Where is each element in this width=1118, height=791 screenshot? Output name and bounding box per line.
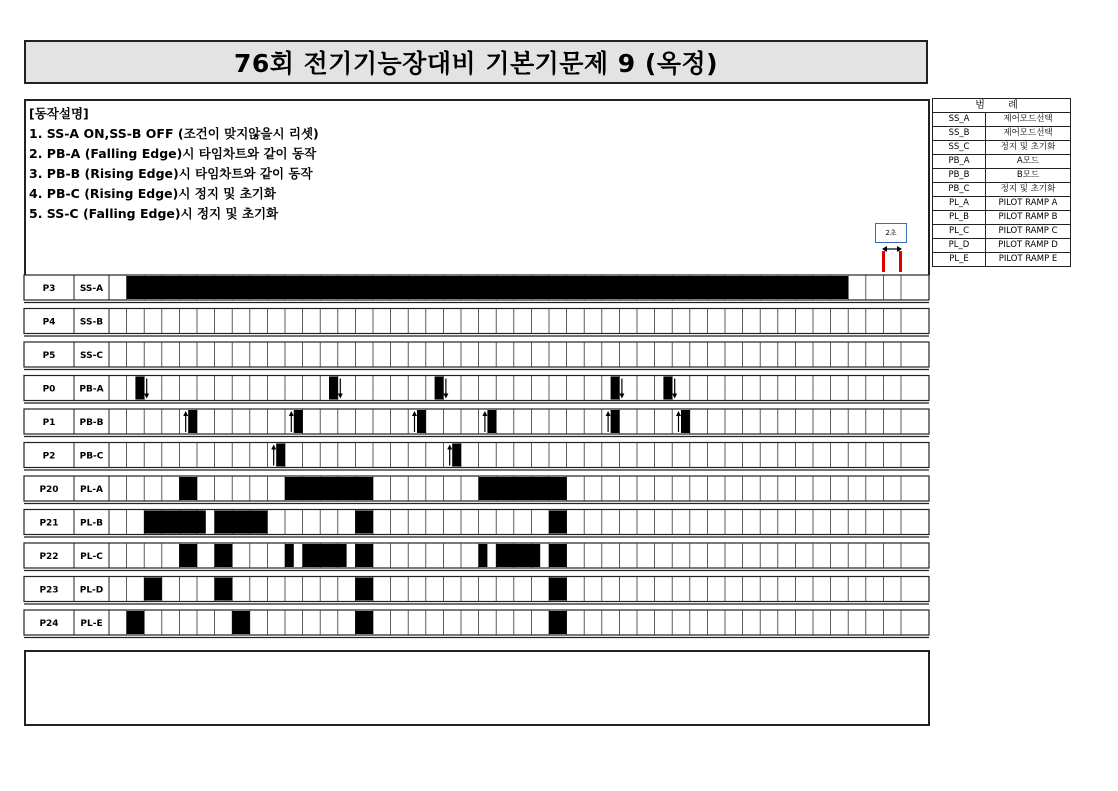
signal-high-segment (681, 410, 690, 433)
legend-symbol: PL_D (933, 239, 986, 253)
legend-desc: B모드 (986, 169, 1071, 183)
signal-label: PB-B (79, 418, 104, 428)
legend-header: 범 례 (933, 99, 1071, 113)
signal-label: PL-E (80, 619, 103, 629)
description-line: 4. PB-C (Rising Edge)시 정지 및 초기화 (29, 186, 276, 201)
port-label: P21 (39, 518, 59, 529)
timing-row-frame (24, 476, 929, 501)
signal-high-segment (285, 477, 373, 500)
legend-desc: 정지 및 초기화 (986, 141, 1071, 155)
legend-symbol: PB_C (933, 183, 986, 197)
signal-high-segment (479, 477, 567, 500)
legend-desc: PILOT RAMP A (986, 197, 1071, 211)
legend-desc: PILOT RAMP B (986, 211, 1071, 225)
signal-high-segment (549, 544, 567, 567)
signal-high-segment (496, 544, 540, 567)
signal-label: SS-A (79, 284, 104, 294)
timing-row-frame (24, 376, 929, 401)
time-scale-text: 2초 (885, 229, 897, 237)
signal-label: PL-D (79, 585, 104, 596)
description-line: 3. PB-B (Rising Edge)시 타임차트와 같이 동작 (29, 166, 313, 181)
signal-high-segment (215, 578, 233, 601)
legend-symbol: PB_B (933, 169, 986, 183)
legend-desc: PILOT RAMP D (986, 239, 1071, 253)
signal-high-segment (179, 477, 197, 500)
signal-high-segment (417, 410, 426, 433)
signal-high-segment (127, 611, 145, 634)
port-label: P0 (42, 384, 56, 395)
signal-high-segment (663, 377, 672, 400)
signal-high-segment (276, 444, 285, 467)
description-heading: [동작설명] (29, 106, 89, 121)
signal-high-segment (355, 611, 373, 634)
legend-symbol: PL_C (933, 225, 986, 239)
legend-desc: 제어모드선택 (986, 127, 1071, 141)
signal-high-segment (232, 611, 250, 634)
signal-high-segment (329, 377, 338, 400)
signal-label: SS-B (79, 317, 104, 328)
signal-label: PL-B (80, 518, 103, 529)
legend-symbol: PB_A (933, 155, 986, 169)
notes-box (24, 650, 930, 726)
signal-high-segment (144, 578, 162, 601)
signal-high-segment (188, 410, 197, 433)
legend-desc: PILOT RAMP C (986, 225, 1071, 239)
port-label: P2 (42, 451, 56, 462)
description-line: 1. SS-A ON,SS-B OFF (조건이 맞지않을시 리셋) (29, 126, 319, 141)
port-label: P22 (39, 552, 59, 562)
legend-symbol: PL_A (933, 197, 986, 211)
signal-label: PL-C (80, 552, 103, 562)
legend-desc: A모드 (986, 155, 1071, 169)
legend-symbol: PL_E (933, 253, 986, 267)
port-label: P3 (42, 284, 56, 294)
signal-high-segment (479, 544, 488, 567)
port-label: P20 (39, 485, 59, 495)
legend-symbol: SS_C (933, 141, 986, 155)
signal-label: PL-A (79, 485, 104, 495)
legend-symbol: SS_A (933, 113, 986, 127)
timing-row-frame (24, 409, 929, 434)
signal-high-segment (549, 511, 567, 534)
timing-row-frame (24, 610, 929, 635)
signal-high-segment (549, 578, 567, 601)
page-title: 76회 전기기능장대비 기본기문제 9 (옥정) (233, 49, 719, 78)
signal-high-segment (144, 511, 206, 534)
signal-high-segment (435, 377, 444, 400)
timing-row-frame (24, 543, 929, 568)
signal-high-segment (487, 410, 496, 433)
timing-row-frame (24, 443, 929, 468)
signal-high-segment (611, 377, 620, 400)
signal-high-segment (179, 544, 197, 567)
port-label: P5 (42, 351, 56, 361)
signal-label: PB-C (79, 451, 104, 462)
signal-high-segment (355, 544, 373, 567)
signal-high-segment (452, 444, 461, 467)
signal-high-segment (127, 276, 849, 299)
signal-high-segment (549, 611, 567, 634)
signal-high-segment (215, 511, 268, 534)
signal-high-segment (294, 410, 303, 433)
signal-high-segment (135, 377, 144, 400)
signal-high-segment (303, 544, 347, 567)
legend-symbol: PL_B (933, 211, 986, 225)
timing-row-frame (24, 309, 929, 334)
description-line: 2. PB-A (Falling Edge)시 타임차트와 같이 동작 (29, 146, 317, 161)
signal-high-segment (355, 578, 373, 601)
port-label: P23 (39, 585, 59, 596)
signal-high-segment (611, 410, 620, 433)
port-label: P4 (42, 317, 56, 328)
legend-desc: PILOT RAMP E (986, 253, 1071, 267)
legend-symbol: SS_B (933, 127, 986, 141)
signal-label: PB-A (79, 384, 104, 395)
legend-desc: 제어모드선택 (986, 113, 1071, 127)
signal-high-segment (355, 511, 373, 534)
signal-label: SS-C (80, 351, 103, 361)
port-label: P24 (39, 619, 59, 629)
port-label: P1 (42, 418, 56, 428)
signal-high-segment (215, 544, 233, 567)
legend-desc: 정지 및 초기화 (986, 183, 1071, 197)
description-line: 5. SS-C (Falling Edge)시 정지 및 초기화 (29, 206, 279, 221)
timing-row-frame (24, 342, 929, 367)
signal-high-segment (285, 544, 294, 567)
